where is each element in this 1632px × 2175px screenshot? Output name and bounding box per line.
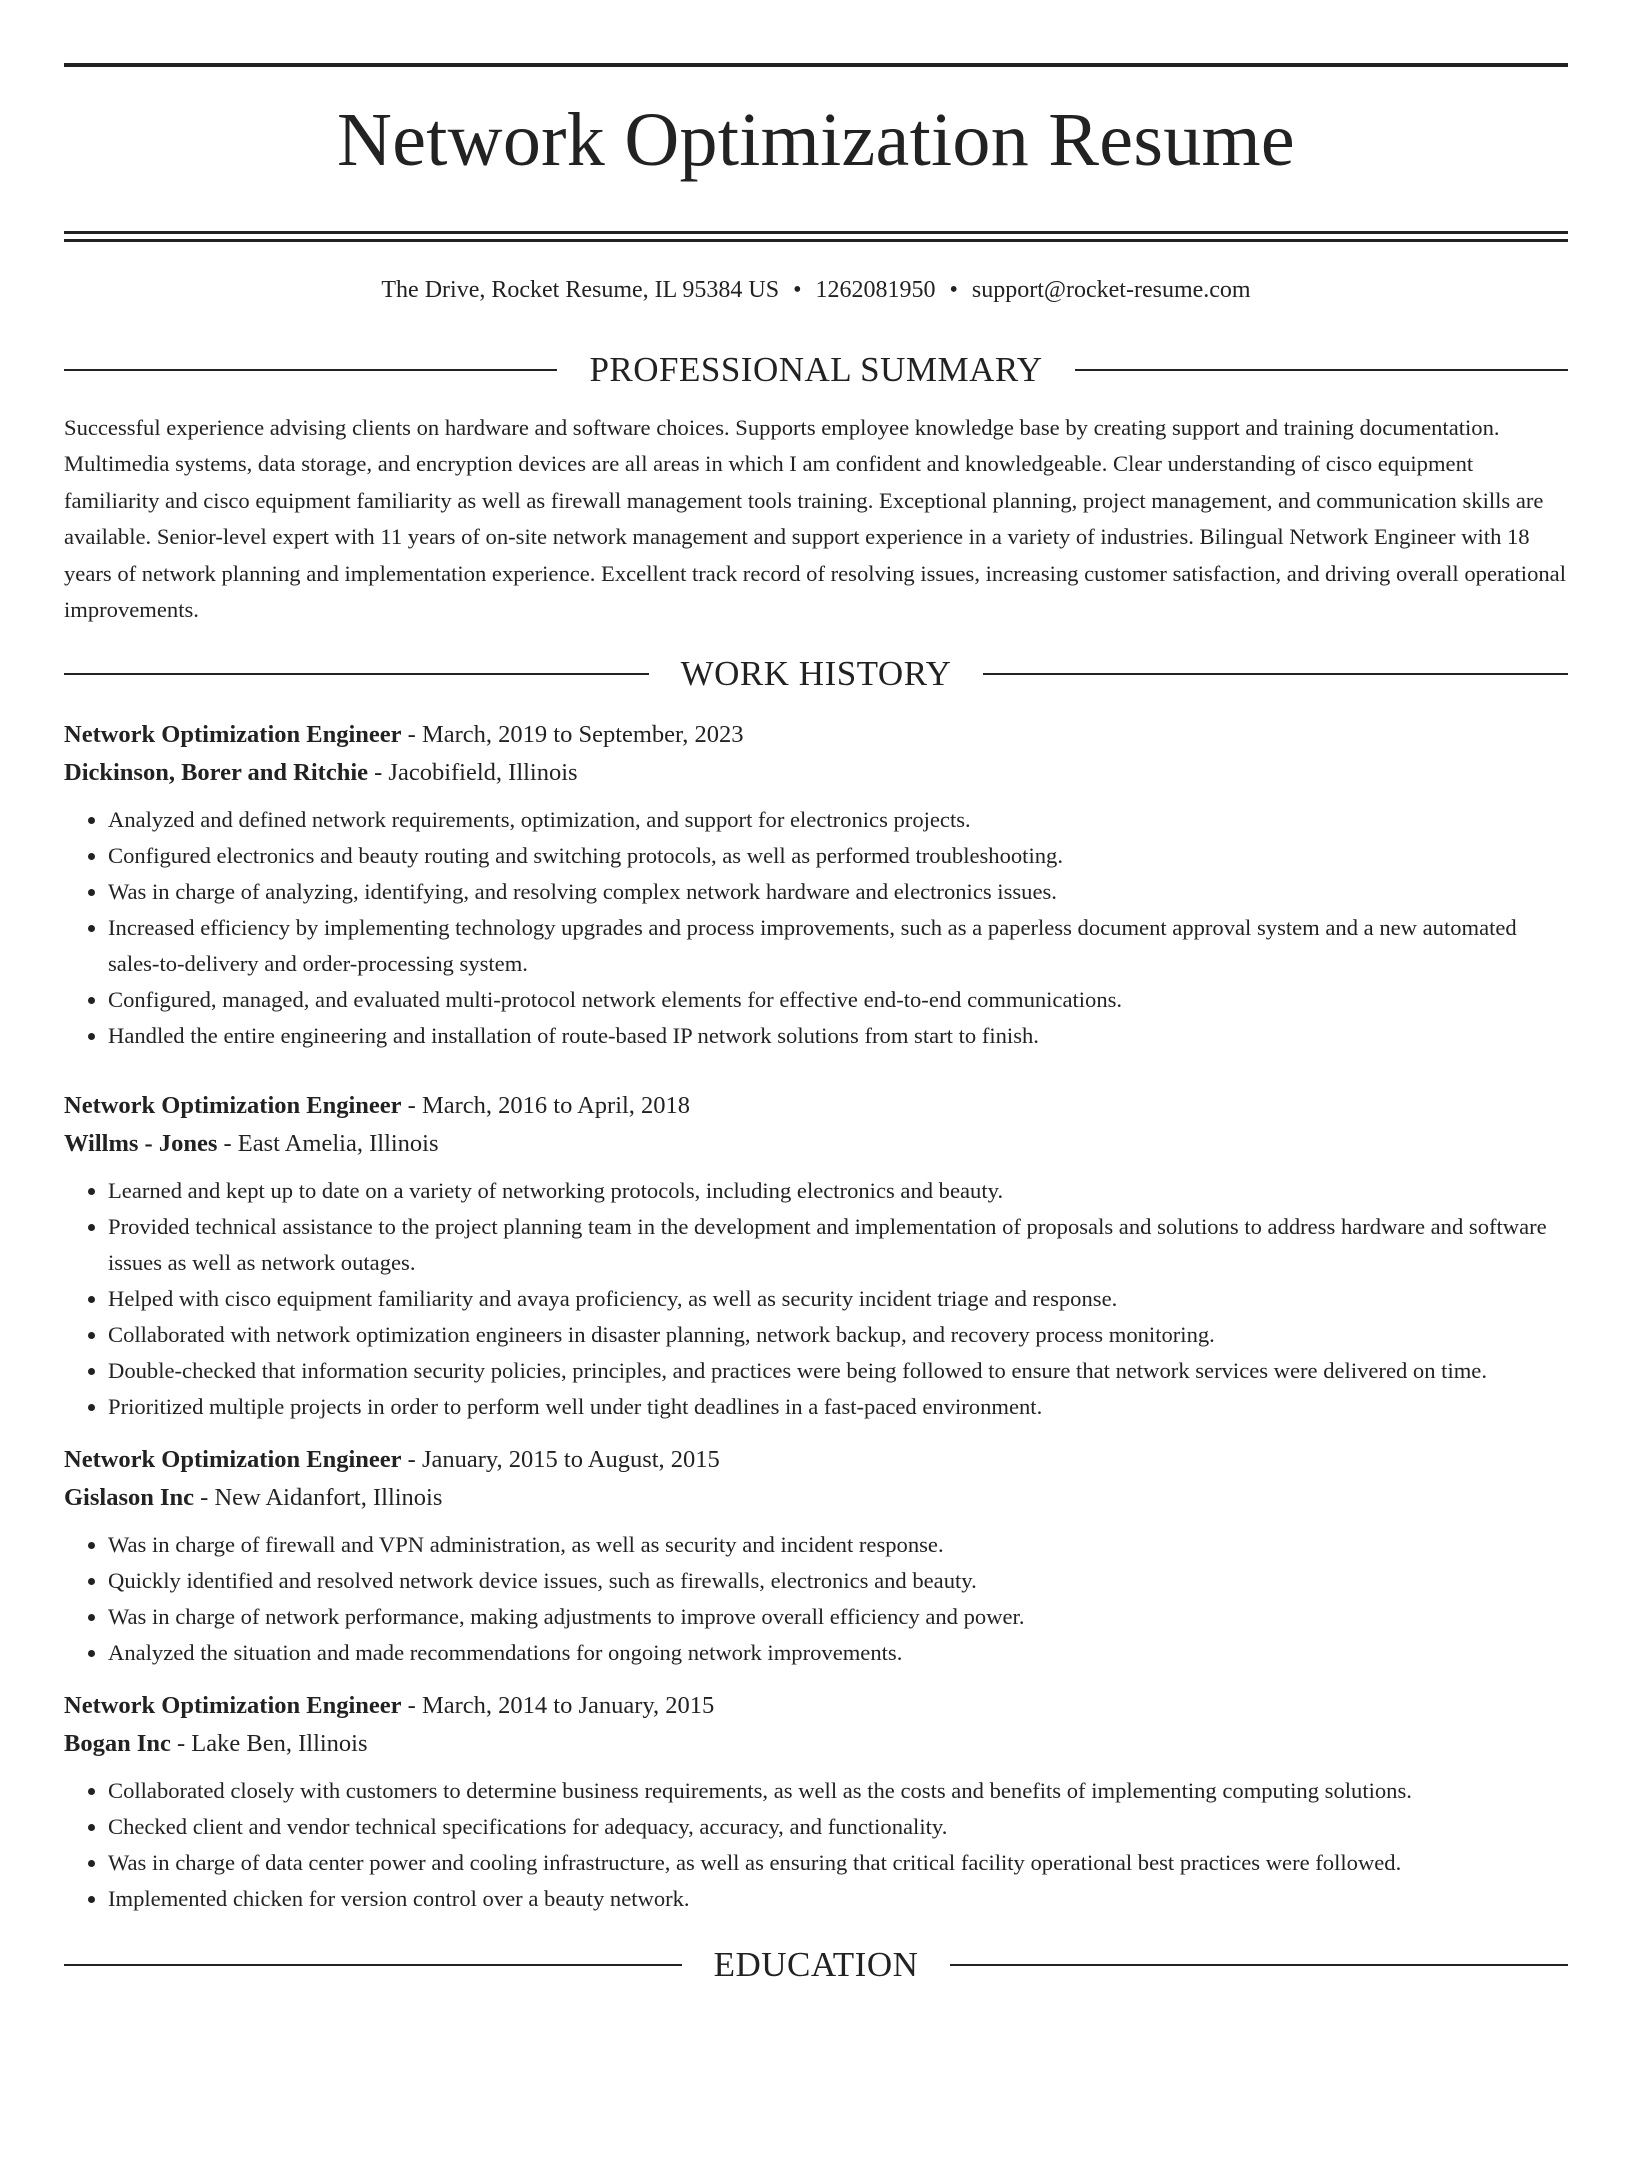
- section-rule: [1075, 369, 1568, 371]
- list-item: • Was in charge of data center power and cooling infrastructure, as well as ensuring that critical facility operational best practices were followed.: [108, 1845, 1568, 1881]
- job-company: Bogan Inc: [64, 1730, 171, 1758]
- job-title-line: [64, 1687, 1568, 1725]
- contact-line: [64, 278, 1568, 304]
- job-bullets: [64, 802, 1568, 1054]
- job-role: Network Optimization Engineer: [64, 1692, 402, 1720]
- list-item: • Double-checked that information security policies, principles, and practices were being followed to ensure that network services were delivered on time.: [108, 1353, 1568, 1389]
- list-item: • Prioritized multiple projects in order to perform well under tight deadlines in a fast-paced environment.: [108, 1389, 1568, 1425]
- contact-separator: •: [949, 276, 958, 303]
- job-company-line: [64, 1725, 1568, 1763]
- job-title-line: [64, 1441, 1568, 1479]
- list-item: • Handled the entire engineering and installation of route-based IP network solutions from start to finish.: [108, 1018, 1568, 1054]
- resume-page: [0, 63, 1632, 2175]
- contact-email[interactable]: support@rocket-resume.com: [971, 276, 1251, 303]
- section-rule: [64, 369, 557, 371]
- list-item: • Helped with cisco equipment familiarity and avaya proficiency, as well as security incident triage and response.: [108, 1281, 1568, 1317]
- section-heading-summary: [64, 350, 1568, 390]
- job-location: - Jacobifield, Illinois: [368, 759, 578, 787]
- job-dates: - March, 2016 to April, 2018: [401, 1092, 691, 1120]
- section-rule: [64, 1964, 682, 1966]
- list-item: • Configured, managed, and evaluated multi-protocol network elements for effective end-to-end communications.: [108, 982, 1568, 1018]
- section-heading-education: [64, 1945, 1568, 1985]
- section-rule: [983, 673, 1568, 675]
- job-dates: - January, 2015 to August, 2015: [401, 1446, 720, 1474]
- resume-title: Network Optimization Resume: [337, 98, 1295, 182]
- list-item: • Analyzed and defined network requirements, optimization, and support for electronics projects.: [108, 802, 1568, 838]
- list-item: • Configured electronics and beauty routing and switching protocols, as well as performed troubleshooting.: [108, 838, 1568, 874]
- job-dates: - March, 2019 to September, 2023: [401, 721, 744, 749]
- job-entry: [64, 716, 1568, 1054]
- list-item: • Was in charge of network performance, making adjustments to improve overall efficiency and power.: [108, 1599, 1568, 1635]
- section-title: WORK HISTORY: [680, 654, 952, 694]
- job-role: Network Optimization Engineer: [64, 721, 402, 749]
- job-bullets: [64, 1173, 1568, 1425]
- job-role: Network Optimization Engineer: [64, 1446, 402, 1474]
- job-entry: [64, 1087, 1568, 1425]
- list-item: • Collaborated with network optimization engineers in disaster planning, network backup, and recovery process monitoring.: [108, 1317, 1568, 1353]
- job-title-line: [64, 716, 1568, 754]
- job-dates: - March, 2014 to January, 2015: [401, 1692, 715, 1720]
- section-title: PROFESSIONAL SUMMARY: [589, 349, 1043, 389]
- job-location: - East Amelia, Illinois: [217, 1130, 439, 1158]
- list-item: • Implemented chicken for version control over a beauty network.: [108, 1881, 1568, 1917]
- list-item: • Collaborated closely with customers to determine business requirements, as well as the costs and benefits of implementing computing solutions.: [108, 1773, 1568, 1809]
- list-item: • Increased efficiency by implementing technology upgrades and process improvements, such as a paperless document approval system and a new automated sales-to-delivery and order-processing system.: [108, 910, 1568, 982]
- job-company: Willms - Jones: [64, 1130, 218, 1158]
- job-title-line: [64, 1087, 1568, 1125]
- job-company-line: [64, 1125, 1568, 1163]
- job-company: Gislason Inc: [64, 1484, 195, 1512]
- section-heading-work-history: [64, 654, 1568, 694]
- job-company-line: [64, 1479, 1568, 1517]
- section-rule: [950, 1964, 1568, 1966]
- job-role: Network Optimization Engineer: [64, 1092, 402, 1120]
- list-item: • Provided technical assistance to the project planning team in the development and implementation of proposals and solutions to address hardware and software issues as well as network outages.: [108, 1209, 1568, 1281]
- job-company: Dickinson, Borer and Ritchie: [64, 759, 369, 787]
- section-rule: [64, 673, 649, 675]
- summary-text: Successful experience advising clients on hardware and software choices. Supports employee knowledge base by creating support and training documentation. Multimedia systems, data storage, and encryption devices are all areas in which I am confident and knowledgeable. Clear understanding of cisco equipment familiarity and cisco equipment familiarity as well as firewall management tools training. Exceptional planning, project management, and communication skills are available. Senior-level expert with 11 years of on-site network management and support experience in a variety of industries. Bilingual Network Engineer with 18 years of network planning and implementation experience. Excellent track record of resolving issues, increasing customer satisfaction, and driving overall operational improvements.: [64, 414, 1566, 622]
- job-entry: [64, 1687, 1568, 1917]
- contact-separator: •: [793, 276, 802, 303]
- job-bullets: [64, 1773, 1568, 1917]
- top-rule: [64, 63, 1568, 67]
- job-entry: [64, 1441, 1568, 1671]
- job-location: - New Aidanfort, Illinois: [194, 1484, 443, 1512]
- contact-address: The Drive, Rocket Resume, IL 95384 US: [381, 276, 780, 303]
- list-item: • Was in charge of analyzing, identifying, and resolving complex network hardware and electronics issues.: [108, 874, 1568, 910]
- section-title: EDUCATION: [713, 1945, 919, 1985]
- list-item: • Was in charge of firewall and VPN administration, as well as security and incident response.: [108, 1527, 1568, 1563]
- list-item: • Learned and kept up to date on a variety of networking protocols, including electronics and beauty.: [108, 1173, 1568, 1209]
- job-bullets: [64, 1527, 1568, 1671]
- contact-phone: 1262081950: [815, 276, 936, 303]
- job-company-line: [64, 754, 1568, 792]
- title-double-rule: [64, 231, 1568, 242]
- list-item: • Quickly identified and resolved network device issues, such as firewalls, electronics and beauty.: [108, 1563, 1568, 1599]
- list-item: • Checked client and vendor technical specifications for adequacy, accuracy, and functionality.: [108, 1809, 1568, 1845]
- job-location: - Lake Ben, Illinois: [170, 1730, 368, 1758]
- list-item: • Analyzed the situation and made recommendations for ongoing network improvements.: [108, 1635, 1568, 1671]
